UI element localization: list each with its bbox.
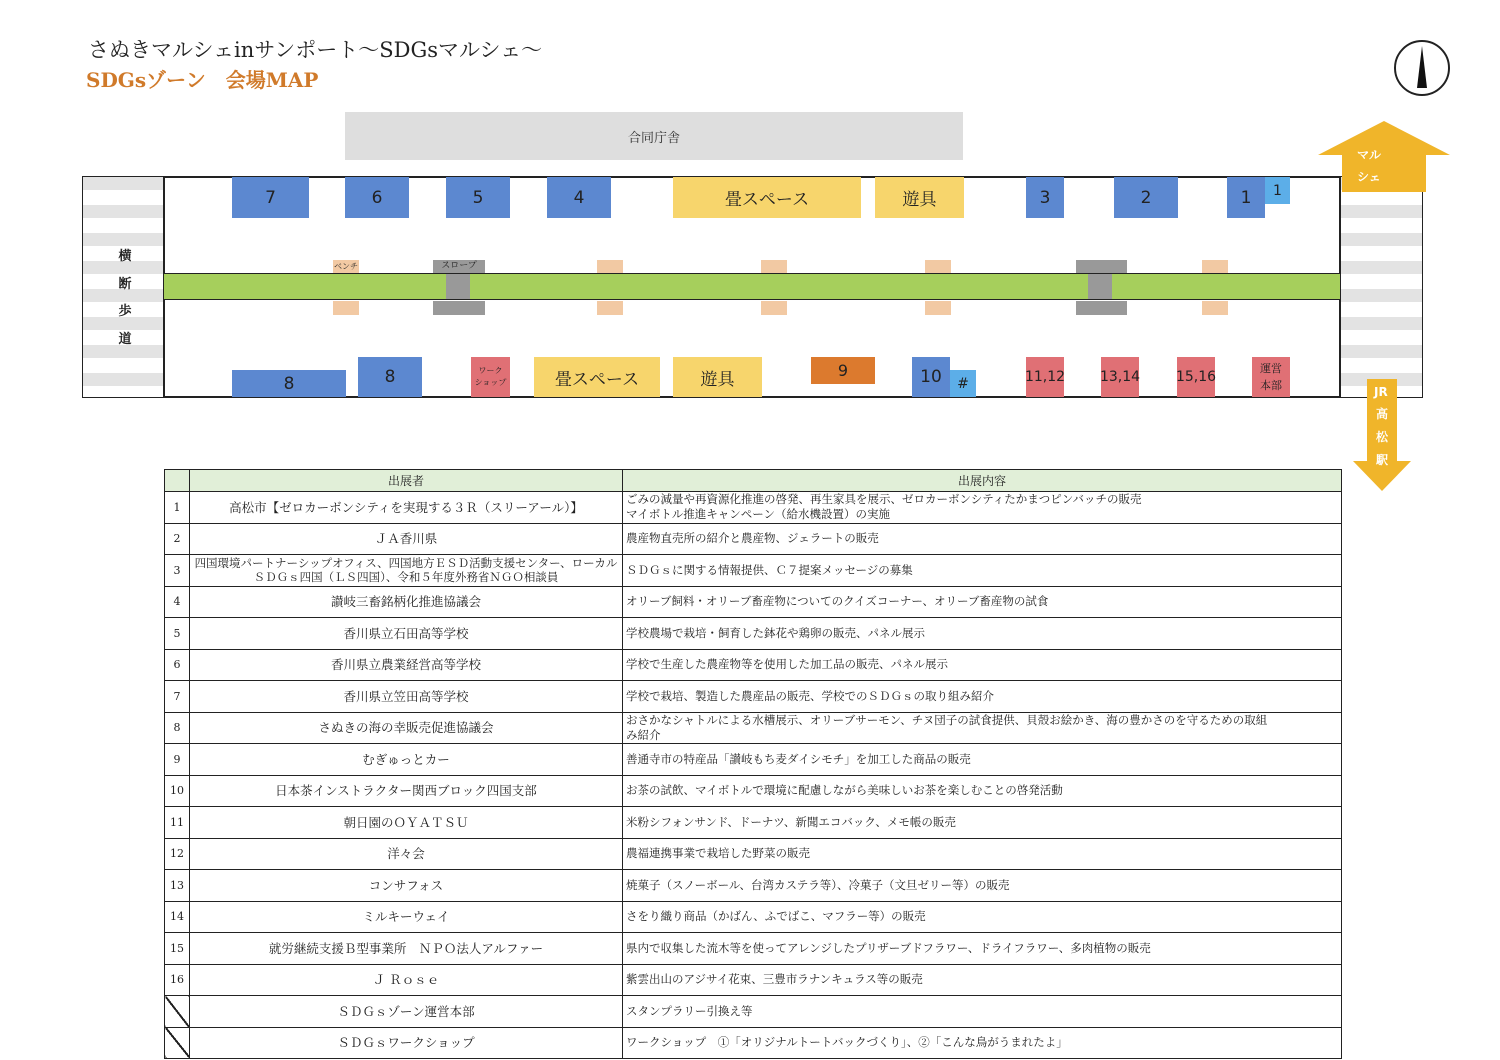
row-content-line: 農産物直売所の紹介と農産物、ジェラートの販売	[626, 531, 879, 546]
tatami-space-top: 畳スペース	[673, 177, 861, 218]
bench	[597, 260, 623, 273]
row-content-line: おさかなシャトルによる水槽展示、オリーブサーモン、チヌ団子の試食提供、貝殻お絵かき、海の豊かさのを守るための取組	[626, 712, 1268, 727]
crosswalk-char: 道	[118, 332, 132, 347]
row-content-line: スタンプラリー引換え等	[626, 1003, 753, 1018]
row-content-line: 農福連携事業で栽培した野菜の販売	[626, 846, 810, 861]
page-title: さぬきマルシェinサンポート〜SDGsマルシェ〜	[88, 38, 543, 62]
row-content-line: み紹介	[626, 727, 661, 742]
booth-13-14: 13,14	[1101, 357, 1139, 397]
table-header-row	[165, 470, 1342, 492]
slope	[1076, 260, 1127, 273]
green-walkway	[164, 273, 1340, 300]
slope	[1088, 274, 1112, 299]
row-content-line: 学校で栽培、製造した農産品の販売、学校でのＳＤＧｓの取り組み紹介	[626, 688, 994, 703]
table-row	[165, 492, 1342, 524]
booth-7: 7	[232, 177, 309, 218]
station-arrow-label: JR	[1374, 385, 1388, 399]
table-row	[165, 901, 1342, 933]
workshop-booth	[471, 357, 510, 397]
row-exhibitor: むぎゅっとカー	[190, 744, 623, 776]
row-no: 9	[165, 744, 190, 776]
row-content-line: ワークショップ ①「オリジナルトートバックづくり」、②「こんな鳥がうまれたよ」	[626, 1035, 1068, 1050]
row-no-slash	[165, 996, 190, 1028]
row-content	[623, 870, 1342, 902]
row-content	[623, 838, 1342, 870]
table-row	[165, 681, 1342, 713]
slope	[446, 274, 470, 299]
bench	[925, 260, 951, 273]
row-no: 2	[165, 523, 190, 555]
row-content-line: 米粉シフォンサンド、ドーナツ、新聞エコバック、メモ帳の販売	[626, 814, 956, 829]
row-no: 6	[165, 649, 190, 681]
playground-top: 遊具	[875, 177, 964, 218]
row-exhibitor: 朝日園のＯＹＡＴＳＵ	[190, 807, 623, 839]
row-exhibitor: コンサフォス	[190, 870, 623, 902]
booth-9: 9	[811, 357, 875, 384]
row-no: 13	[165, 870, 190, 902]
government-building: 合同庁舎	[345, 112, 963, 160]
hq-label: 本部	[1260, 379, 1282, 392]
row-exhibitor: ＳＤＧｓワークショップ	[190, 1027, 623, 1059]
marche-arrow-label: マル	[1357, 148, 1382, 162]
row-exhibitor: 香川県立石田高等学校	[190, 618, 623, 650]
crosswalk-right	[1340, 176, 1423, 398]
row-content-line: 学校で生産した農産物等を使用した加工品の販売、パネル展示	[626, 657, 948, 672]
row-no: 10	[165, 775, 190, 807]
table-row	[165, 996, 1342, 1028]
row-exhibitor: 香川県立笠田高等学校	[190, 681, 623, 713]
table-row	[165, 933, 1342, 965]
row-no: 8	[165, 712, 190, 744]
row-content	[623, 649, 1342, 681]
row-content-line: 県内で収集した流木等を使ってアレンジしたプリザーブドフラワー、ドライフラワー、多肉植物の販売	[626, 940, 1151, 955]
row-exhibitor: 就労継続支援Ｂ型事業所 ＮＰＯ法人アルファー	[190, 933, 623, 965]
row-exhibitor: 高松市【ゼロカーボンシティを実現する３Ｒ（スリーアール）】	[190, 492, 623, 524]
row-content	[623, 933, 1342, 965]
table-row	[165, 744, 1342, 776]
bench	[1202, 260, 1228, 273]
row-content	[623, 681, 1342, 713]
bench	[761, 301, 787, 315]
row-exhibitor: 香川県立農業経営高等学校	[190, 649, 623, 681]
booth-5: 5	[446, 177, 510, 218]
row-no: 11	[165, 807, 190, 839]
tatami-space-bottom: 畳スペース	[534, 357, 660, 397]
row-exhibitor: 四国環境パートナーシップオフィス、四国地方ＥＳＤ活動支援センター、ローカルＳＤＧｓ四国（ＬＳ四国）、令和５年度外務省ＮＧＯ相談員	[190, 555, 623, 587]
row-exhibitor: さぬきの海の幸販売促進協議会	[190, 712, 623, 744]
row-content	[623, 1027, 1342, 1059]
row-no: 5	[165, 618, 190, 650]
station-arrow-label: 松	[1376, 430, 1389, 444]
booth-10: 10	[912, 357, 950, 397]
booth-15-16: 15,16	[1177, 357, 1215, 397]
row-content-line: 善通寺市の特産品「讃岐もち麦ダイシモチ」を加工した商品の販売	[626, 751, 971, 766]
table-row	[165, 618, 1342, 650]
row-content	[623, 901, 1342, 933]
bench	[597, 301, 623, 315]
row-content-line: お茶の試飲、マイボトルで環境に配慮しながら美味しいお茶を楽しむことの啓発活動	[626, 783, 1063, 798]
table-row	[165, 838, 1342, 870]
row-exhibitor: 日本茶インストラクター関西ブロック四国支部	[190, 775, 623, 807]
row-content	[623, 555, 1342, 587]
row-content-line: さをり織り商品（かばん、ふでばこ、マフラー等）の販売	[626, 909, 926, 924]
hq-label: 運営	[1260, 362, 1282, 375]
row-content	[623, 586, 1342, 618]
row-no: 1	[165, 492, 190, 524]
booth-3: 3	[1026, 177, 1064, 218]
header-no	[165, 470, 190, 492]
row-exhibitor: ミルキーウェイ	[190, 901, 623, 933]
hq-booth	[1252, 357, 1290, 397]
row-no: 3	[165, 555, 190, 587]
row-content-line: オリーブ飼料・オリーブ畜産物についてのクイズコーナー、オリーブ畜産物の試食	[626, 594, 1049, 609]
row-content	[623, 712, 1342, 744]
exhibitor-table	[164, 469, 1342, 1059]
table-row	[165, 870, 1342, 902]
row-content-line: ＳＤＧｓに関する情報提供、Ｃ７提案メッセージの募集	[626, 562, 913, 577]
row-exhibitor: ＳＤＧｓゾーン運営本部	[190, 996, 623, 1028]
crosswalk-char: 断	[118, 277, 132, 292]
table-row	[165, 555, 1342, 587]
row-content	[623, 964, 1342, 996]
row-content	[623, 807, 1342, 839]
bench	[333, 301, 359, 315]
row-exhibitor: Ｊ Ｒｏｓｅ	[190, 964, 623, 996]
crosswalk-char: 横	[118, 249, 132, 264]
row-no: 4	[165, 586, 190, 618]
row-content	[623, 996, 1342, 1028]
header-exhibitor: 出展者	[190, 470, 623, 492]
row-content-line: 紫雲出山のアジサイ花束、三豊市ラナンキュラス等の販売	[626, 972, 923, 987]
table-row	[165, 807, 1342, 839]
table-row	[165, 775, 1342, 807]
row-content-line: ごみの減量や再資源化推進の啓発、再生家具を展示、ゼロカーボンシティたかまつピンバッチの販売	[626, 492, 1142, 507]
crosswalk-char: 歩	[118, 304, 132, 319]
bench	[1202, 301, 1228, 315]
header-content: 出展内容	[623, 470, 1342, 492]
row-exhibitor: ＪＡ香川県	[190, 523, 623, 555]
table-row	[165, 523, 1342, 555]
booth-11-12: 11,12	[1026, 357, 1064, 397]
slope	[1076, 301, 1127, 315]
row-content	[623, 775, 1342, 807]
row-no: 12	[165, 838, 190, 870]
row-content	[623, 744, 1342, 776]
table-row	[165, 586, 1342, 618]
booth-2: 2	[1114, 177, 1178, 218]
slope-label: スロープ	[441, 261, 477, 271]
bench: ベンチ	[334, 262, 358, 271]
slope	[433, 301, 485, 315]
station-direction-arrow-icon	[1353, 379, 1441, 491]
booth-8: 8	[358, 357, 422, 397]
station-arrow-label: 高	[1376, 407, 1389, 421]
booth-10-tag: #	[950, 370, 976, 397]
booth-1-tag: 1	[1265, 177, 1290, 204]
marche-arrow-label: シェ	[1357, 170, 1381, 184]
row-no: 16	[165, 964, 190, 996]
table-row	[165, 1027, 1342, 1059]
station-arrow-label: 駅	[1376, 453, 1389, 467]
row-exhibitor: 洋々会	[190, 838, 623, 870]
table-row	[165, 964, 1342, 996]
booth-6: 6	[345, 177, 409, 218]
north-compass-icon	[1394, 40, 1450, 96]
row-content-line: マイボトル推進キャンペーン（給水機設置）の実施	[626, 507, 891, 522]
row-content-line: 学校農場で栽培・飼育した鉢花や鶏卵の販売、パネル展示	[626, 625, 925, 640]
page-subtitle: SDGsゾーン 会場MAP	[86, 68, 319, 92]
row-content	[623, 523, 1342, 555]
row-content	[623, 492, 1342, 524]
booth-1: 1	[1227, 177, 1265, 218]
row-no: 15	[165, 933, 190, 965]
row-exhibitor: 讃岐三畜銘柄化推進協議会	[190, 586, 623, 618]
booth-4: 4	[547, 177, 611, 218]
bench	[925, 301, 951, 315]
row-no: 14	[165, 901, 190, 933]
playground-bottom: 遊具	[673, 357, 762, 397]
bench	[761, 260, 787, 273]
table-row	[165, 649, 1342, 681]
row-content-line: 焼菓子（スノーボール、台湾カステラ等）、冷菓子（文旦ゼリー等）の販売	[626, 877, 1010, 892]
row-no: 7	[165, 681, 190, 713]
row-content	[623, 618, 1342, 650]
workshop-label: ショップ	[474, 378, 507, 387]
booth-8-wide: 8	[232, 370, 346, 397]
workshop-label: ワーク	[478, 366, 503, 375]
row-no-slash	[165, 1027, 190, 1059]
table-row	[165, 712, 1342, 744]
marche-direction-arrow-icon	[1318, 121, 1450, 192]
